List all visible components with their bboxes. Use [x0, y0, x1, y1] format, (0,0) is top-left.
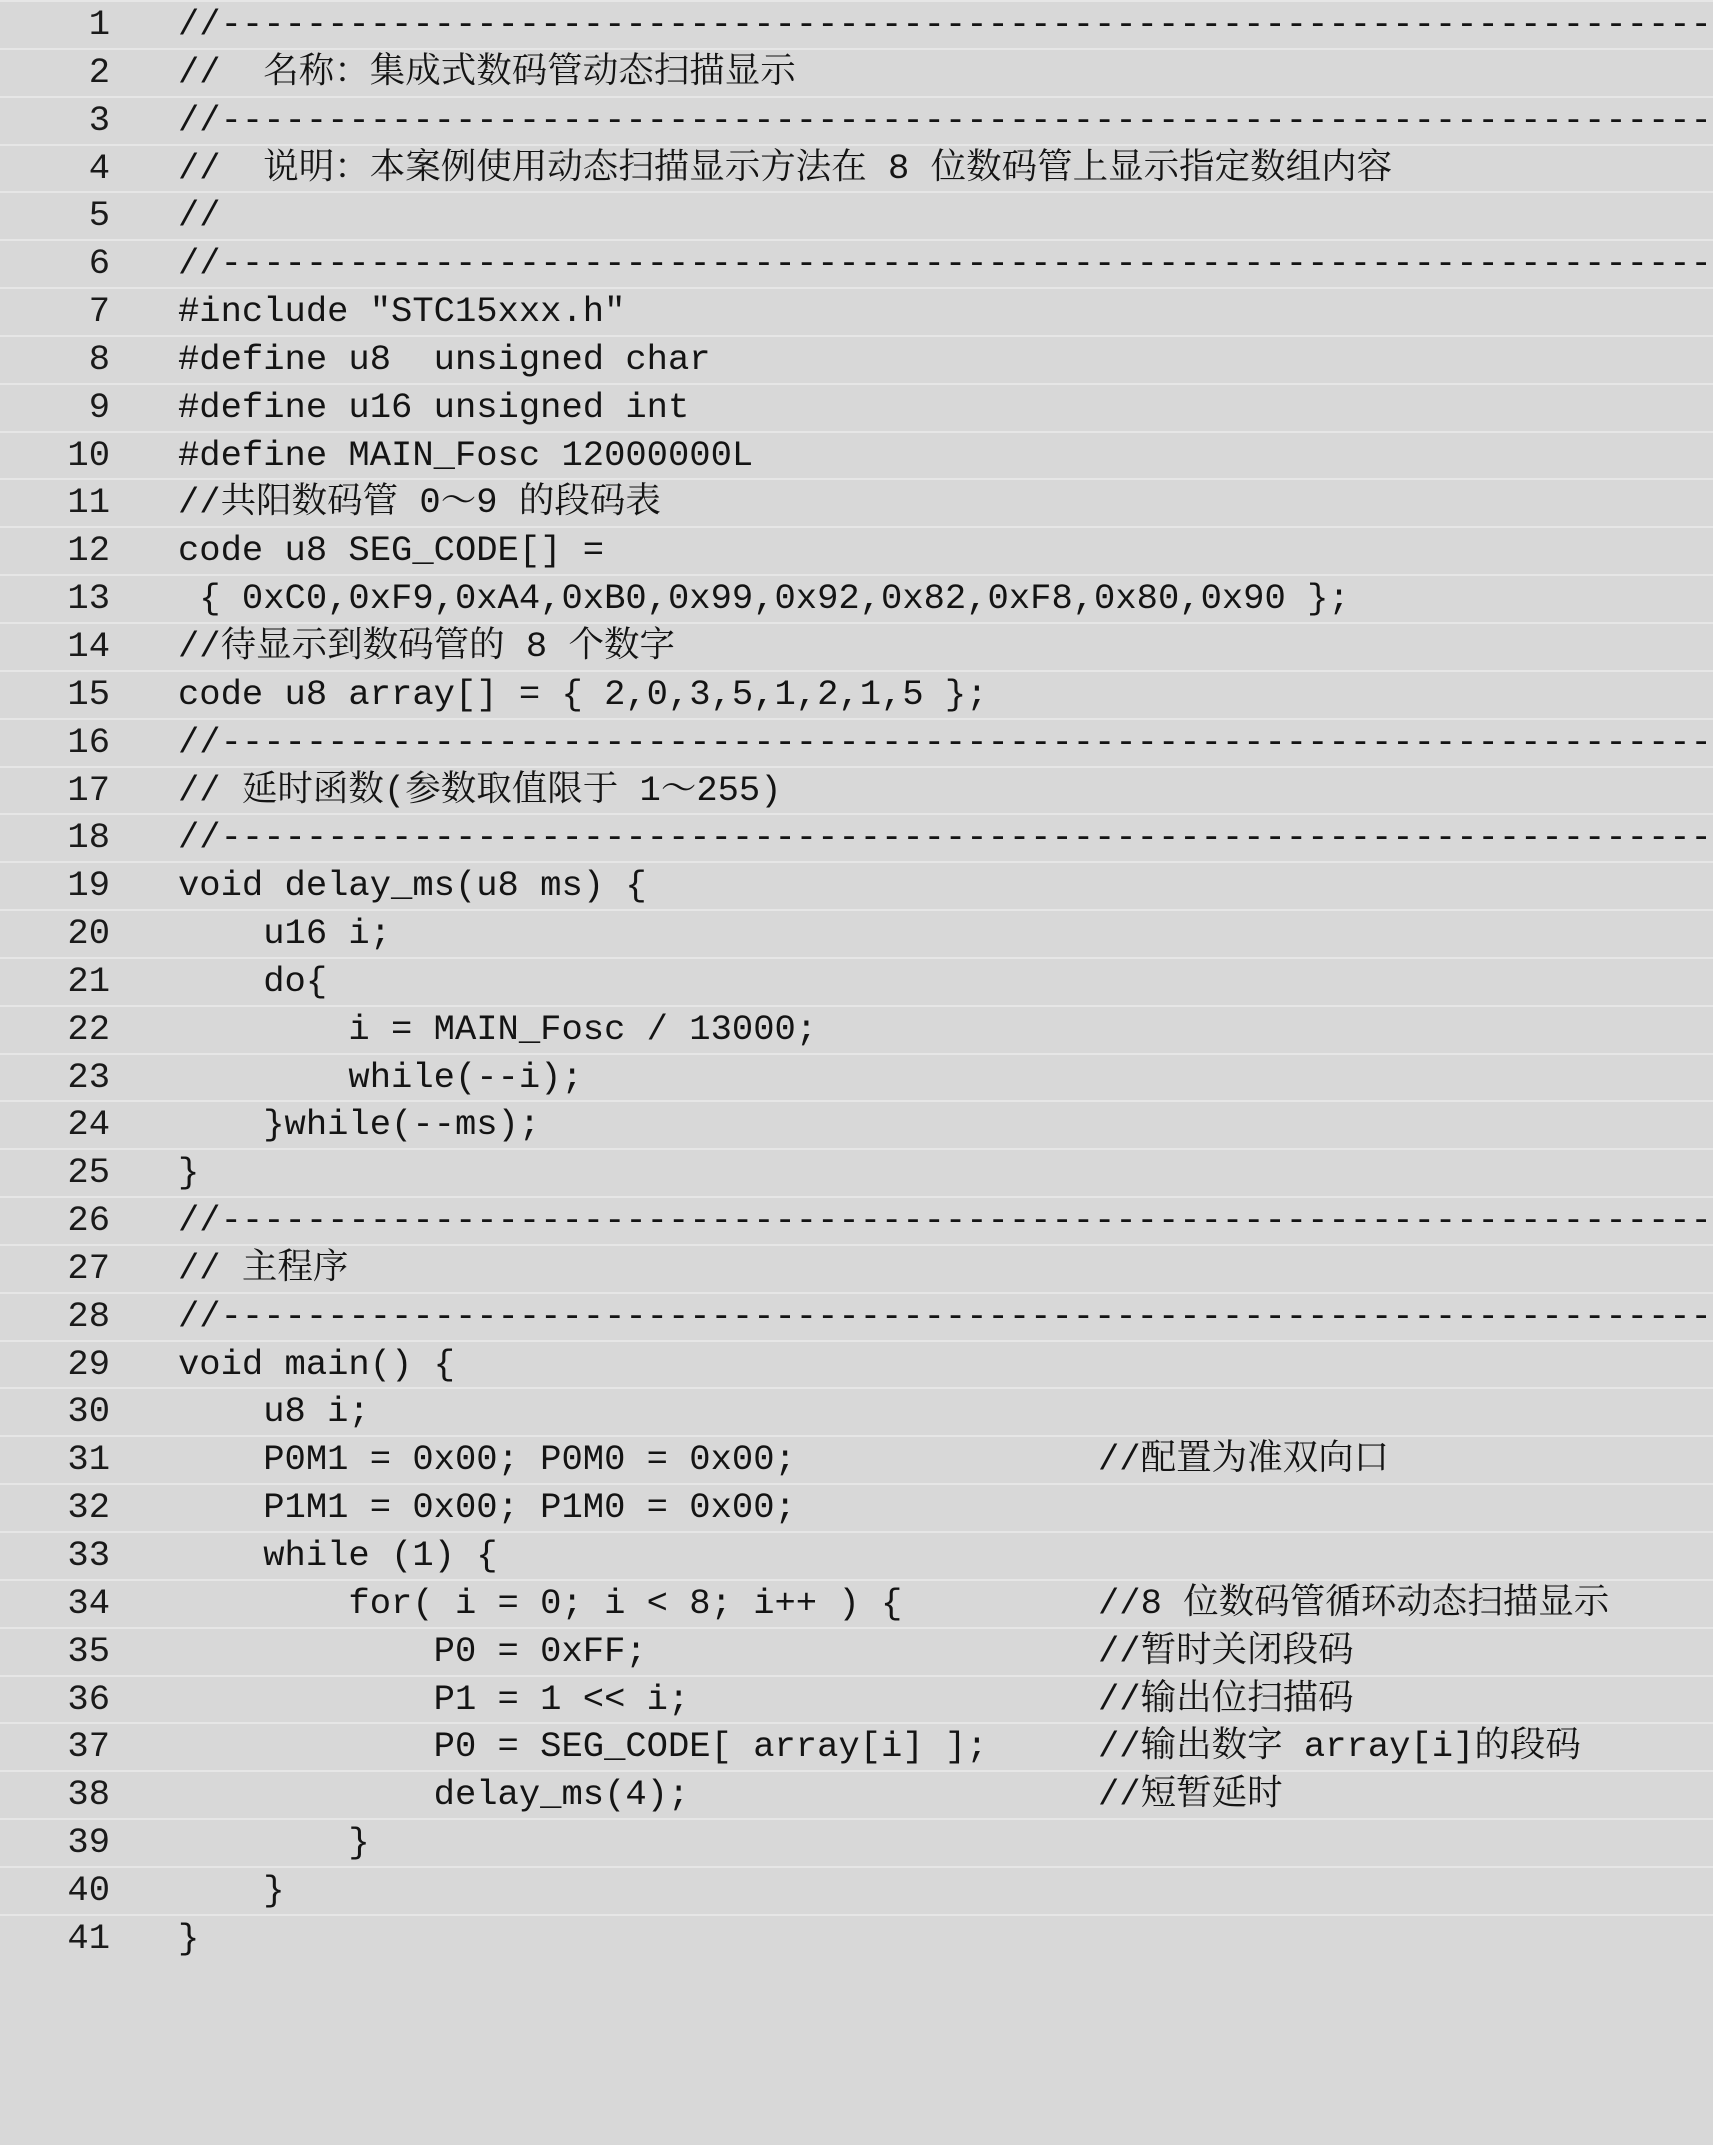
code-line: [0, 144, 1713, 192]
code-text: // 名称：集成式数码管动态扫描显示: [178, 51, 796, 93]
code-line: [0, 1531, 1713, 1579]
line-number: 7: [88, 291, 110, 333]
code-line: [0, 526, 1713, 574]
code-line: [0, 1340, 1713, 1388]
code-text: { 0xC0,0xF9,0xA4,0xB0,0x99,0x92,0x82,0xF8,0x80,0x90 };: [178, 578, 1350, 620]
code-line: [0, 766, 1713, 814]
comment-text: //8 位数码管循环动态扫描显示: [1098, 1582, 1610, 1624]
line-number: 11: [67, 482, 110, 524]
code-text: #define MAIN_Fosc 12000000L: [178, 434, 754, 476]
code-line: [0, 1387, 1713, 1435]
comment-text: //暂时关闭段码: [1098, 1630, 1354, 1672]
code-text: // 主程序: [178, 1247, 349, 1289]
code-text: //待显示到数码管的 8 个数字: [178, 625, 676, 667]
code-text: }while(--ms);: [178, 1104, 541, 1146]
code-text: }: [178, 1869, 285, 1911]
line-number: 16: [67, 721, 110, 763]
code-text: code u8 SEG_CODE[] =: [178, 530, 605, 572]
code-line: [0, 96, 1713, 144]
line-number: 13: [67, 578, 110, 620]
code-text: //----------------------------------------------------------------------: [178, 243, 1712, 285]
line-number: 3: [88, 99, 110, 141]
line-number: 22: [67, 1008, 110, 1050]
line-number: 15: [67, 673, 110, 715]
code-text: code u8 array[] = { 2,0,3,5,1,2,1,5 };: [178, 673, 988, 715]
code-line: [0, 1866, 1713, 1914]
line-number: 31: [67, 1439, 110, 1481]
code-line: [0, 383, 1713, 431]
code-line: [0, 1722, 1713, 1770]
line-number: 25: [67, 1152, 110, 1194]
code-line: [0, 1100, 1713, 1148]
line-number: 28: [67, 1295, 110, 1337]
code-text: void delay_ms(u8 ms) {: [178, 865, 647, 907]
code-text: while (1) {: [178, 1535, 498, 1576]
line-number: 27: [67, 1247, 110, 1289]
line-number: 12: [67, 530, 110, 572]
line-number: 5: [88, 195, 110, 237]
code-line: [0, 1818, 1713, 1866]
line-number: 4: [88, 147, 110, 189]
line-number: 19: [67, 865, 110, 907]
code-line: [0, 1914, 1713, 1962]
line-number: 21: [67, 960, 110, 1002]
code-text: #define u16 unsigned int: [178, 386, 690, 428]
code-line: [0, 670, 1713, 718]
line-number: 34: [67, 1582, 110, 1624]
code-line: [0, 335, 1713, 383]
line-number: 2: [88, 51, 110, 93]
code-line: [0, 718, 1713, 766]
code-line: [0, 813, 1713, 861]
code-text: // 说明：本案例使用动态扫描显示方法在 8 位数码管上显示指定数组内容: [178, 147, 1393, 189]
line-number: 17: [67, 769, 110, 811]
code-line: [0, 909, 1713, 957]
code-line: [0, 861, 1713, 909]
code-line: [0, 1627, 1713, 1675]
line-number: 26: [67, 1200, 110, 1242]
code-text: while(--i);: [178, 1056, 583, 1098]
code-text: #define u8 unsigned char: [178, 338, 711, 380]
code-line: [0, 48, 1713, 96]
code-text: }: [178, 1822, 370, 1864]
code-text: u8 i;: [178, 1391, 370, 1433]
line-number: 20: [67, 913, 110, 955]
line-number: 39: [67, 1822, 110, 1864]
line-number: 8: [88, 338, 110, 380]
line-number: 35: [67, 1630, 110, 1672]
code-text: }: [178, 1152, 200, 1194]
line-number: 30: [67, 1391, 110, 1433]
code-text: //----------------------------------------------------------------------: [178, 1295, 1712, 1337]
code-text: P0 = 0xFF;: [178, 1630, 647, 1672]
comment-text: //输出位扫描码: [1098, 1678, 1354, 1720]
comment-text: //配置为准双向口: [1098, 1439, 1390, 1481]
code-text: P0 = SEG_CODE[ array[i] ];: [178, 1726, 988, 1768]
code-line: [0, 1005, 1713, 1053]
code-line: [0, 574, 1713, 622]
line-number: 33: [67, 1535, 110, 1576]
code-line: [0, 239, 1713, 287]
code-text: // 延时函数(参数取值限于 1～255): [178, 769, 782, 811]
line-number: 6: [88, 243, 110, 285]
code-text: //共阳数码管 0～9 的段码表: [178, 482, 661, 524]
code-text: P1M1 = 0x00; P1M0 = 0x00;: [178, 1487, 796, 1529]
code-line: [0, 1292, 1713, 1340]
code-line: [0, 431, 1713, 479]
code-text: //----------------------------------------------------------------------: [178, 4, 1712, 45]
code-text: do{: [178, 960, 328, 1002]
code-text: //----------------------------------------------------------------------: [178, 1200, 1712, 1242]
comment-text: //短暂延时: [1098, 1774, 1283, 1816]
line-number: 9: [88, 386, 110, 428]
line-number: 29: [67, 1343, 110, 1385]
code-line: [0, 1770, 1713, 1818]
code-text: //----------------------------------------------------------------------: [178, 721, 1712, 763]
line-number: 1: [88, 4, 110, 45]
code-text: //----------------------------------------------------------------------: [178, 817, 1712, 859]
line-number: 37: [67, 1726, 110, 1768]
code-text: P0M1 = 0x00; P0M0 = 0x00;: [178, 1439, 796, 1481]
code-line: [0, 1579, 1713, 1627]
code-line: [0, 1483, 1713, 1531]
code-line: [0, 1196, 1713, 1244]
code-text: }: [178, 1917, 200, 1959]
code-line: [0, 1675, 1713, 1723]
code-text: i = MAIN_Fosc / 13000;: [178, 1008, 818, 1050]
code-line: [0, 622, 1713, 670]
line-number: 32: [67, 1487, 110, 1529]
code-line: [0, 957, 1713, 1005]
code-line: [0, 1053, 1713, 1101]
code-text: delay_ms(4);: [178, 1774, 690, 1816]
code-text: u16 i;: [178, 913, 392, 955]
line-number: 41: [67, 1917, 110, 1959]
code-text: //: [178, 195, 221, 237]
comment-text: //输出数字 array[i]的段码: [1098, 1726, 1581, 1768]
code-text: void main() {: [178, 1343, 455, 1385]
line-number: 38: [67, 1774, 110, 1816]
line-number: 10: [67, 434, 110, 476]
code-text: //----------------------------------------------------------------------: [178, 99, 1712, 141]
line-number: 14: [67, 625, 110, 667]
line-number: 18: [67, 817, 110, 859]
code-line: [0, 478, 1713, 526]
code-line: [0, 191, 1713, 239]
code-line: [0, 1435, 1713, 1483]
line-number: 24: [67, 1104, 110, 1146]
code-text: for( i = 0; i < 8; i++ ) {: [178, 1582, 903, 1624]
line-number: 23: [67, 1056, 110, 1098]
line-number: 36: [67, 1678, 110, 1720]
code-text: P1 = 1 << i;: [178, 1678, 690, 1720]
code-text: #include "STC15xxx.h": [178, 291, 626, 333]
code-line: [0, 287, 1713, 335]
code-line: [0, 0, 1713, 48]
code-line: [0, 1148, 1713, 1196]
code-line: [0, 1244, 1713, 1292]
line-number: 40: [67, 1869, 110, 1911]
